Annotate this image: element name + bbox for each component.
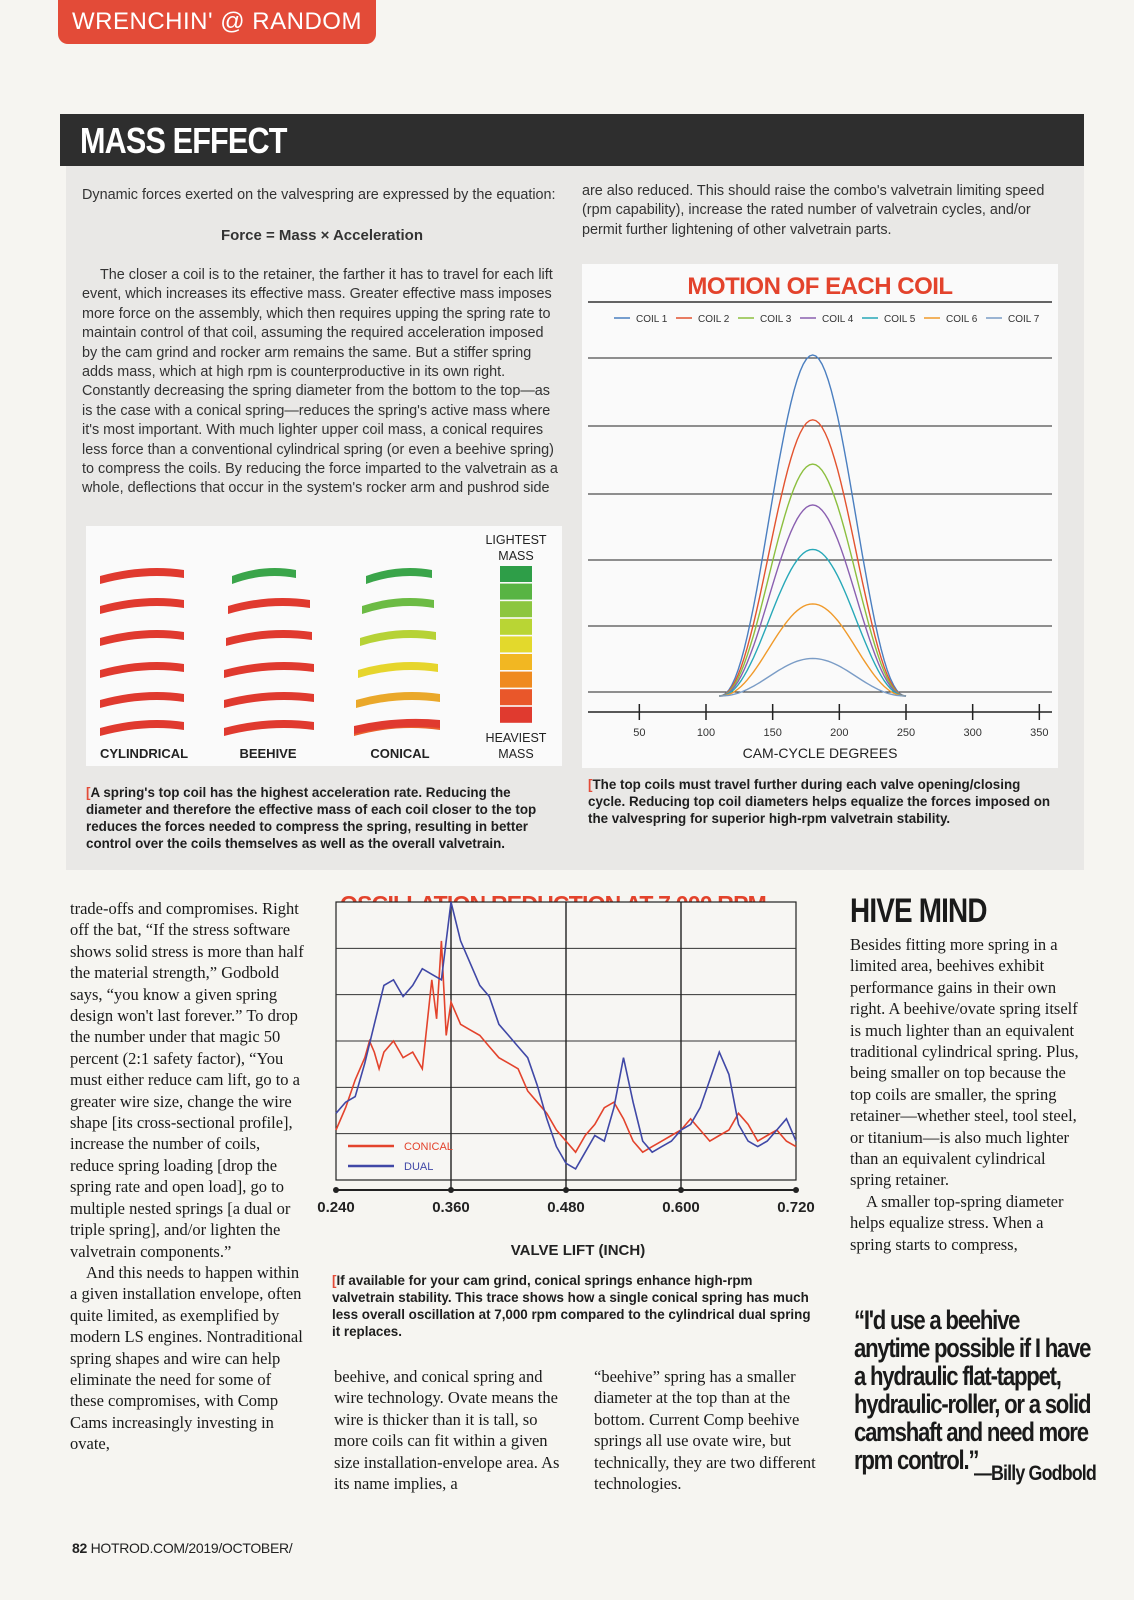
hive-mind-title: HIVE MIND (850, 892, 987, 930)
cylindrical-coil (100, 692, 184, 708)
conical-coil (356, 692, 440, 708)
osc-x-tick-label: 0.360 (432, 1199, 470, 1216)
osc-x-tick (678, 1187, 684, 1193)
mass-scale-cell (500, 601, 532, 617)
coil-x-tick-label: 100 (696, 727, 716, 739)
spring-label-cylindrical: CYLINDRICAL (99, 746, 189, 761)
coil-x-tick-label: 300 (963, 727, 982, 739)
spring-diagram (86, 526, 562, 766)
beehive-coil (224, 662, 314, 678)
coil-x-tick-label: 150 (763, 727, 782, 739)
spring-label-beehive: BEEHIVE (239, 746, 297, 761)
beehive-coil (224, 692, 314, 708)
cylindrical-coil (100, 630, 184, 646)
conical-coil (366, 568, 432, 584)
coil-x-tick-label: 250 (896, 727, 916, 739)
article-col1-para1: trade-offs and compromises. Right off the bat, “If the stress software shows solid stress is more than half the material strength,” Godbold says, “you know a given spring design won't last forever.” To drop the number under that magic 50 percent (2:1 safety factor), “You must either reduce cam lift, go to a greater wire size, change the wire shape [its cross-sectional profile], increase the number of coils, reduce spring loading [drop the spring rate and open load], go to multiple nested springs [a dual or triple spring], and/or lighten the valvetrain components.” (70, 899, 304, 1261)
coil-chart-xlabel: CAM-CYCLE DEGREES (742, 745, 898, 761)
coil-x-tick-label: 200 (830, 727, 849, 739)
spring-diagram-panel (86, 526, 562, 766)
osc-x-tick-label: 0.720 (777, 1199, 815, 1216)
cylindrical-coil (100, 720, 184, 736)
hive-mind-body (850, 934, 1082, 1255)
mass-scale-cell (500, 654, 532, 670)
article-column-3: “beehive” spring has a smaller diameter at the top than at the bottom. Current Comp beehive springs all use ovate wire, but technically, they are two different technologies. (594, 1367, 816, 1494)
coil-legend-label: COIL 1 (636, 314, 668, 325)
osc-chart-xlabel: VALVE LIFT (INCH) (510, 1242, 646, 1259)
osc-x-tick (793, 1187, 799, 1193)
osc-x-tick-label: 0.480 (547, 1199, 585, 1216)
coil-legend-label: COIL 3 (760, 314, 792, 325)
mass-scale-cell (500, 619, 532, 635)
coil-caption: [The top coils must travel further during each valve opening/closing cycle. Reducing top coil diameters helps equalize the forces imposed on the valvespring for superior high-rpm valvetrain stability. (588, 777, 1051, 826)
coil-legend-label: COIL 7 (1008, 314, 1040, 325)
spring-caption: [A spring's top coil has the highest acceleration rate. Reducing the diameter and therefore the effective mass of each coil closer to the top reduces the forces needed to compress the spring, resulting in better control over the coils themselves as well as the overall valvetrain. (86, 785, 537, 851)
mass-scale-cell (500, 689, 532, 705)
spring-label-conical: CONICAL (370, 746, 430, 761)
scale-top-label-2: MASS (498, 549, 534, 563)
coil-chart-title: MOTION OF EACH COIL (687, 273, 953, 300)
osc-legend-label: CONICAL (404, 1141, 453, 1153)
section-tag: WRENCHIN' @ RANDOM (58, 0, 376, 44)
mass-effect-continued: are also reduced. This should raise the combo's valvetrain limiting speed (rpm capability), increase the rated number of valvetrain cycles, and/or permit further lightening of other valvetrain parts. (582, 183, 1045, 238)
coil-legend-label: COIL 2 (698, 314, 730, 325)
mass-scale-cell (500, 584, 532, 600)
beehive-coil (226, 630, 312, 646)
cylindrical-coil (100, 662, 184, 678)
oscillation-chart (317, 884, 816, 1264)
mass-effect-title: MASS EFFECT (80, 120, 287, 161)
osc-x-tick (563, 1187, 569, 1193)
mass-effect-intro: Dynamic forces exerted on the valvespring are expressed by the equation: (82, 187, 556, 203)
article-col1-para2: And this needs to happen within a given installation envelope, often quite limited, as exemplified by modern LS engines. Nontraditional spring shapes and wire can help eliminate the need for some of these compromises, with Comp Cams increasingly investing in ovate, (70, 1262, 303, 1454)
coil-series-line (719, 505, 906, 696)
coil-legend-label: COIL 5 (884, 314, 916, 325)
conical-coil (362, 598, 434, 614)
osc-x-tick (448, 1187, 454, 1193)
page-number: 82 (72, 1540, 87, 1556)
osc-x-tick (333, 1187, 339, 1193)
coil-x-tick-label: 50 (633, 727, 646, 739)
conical-coil (360, 630, 436, 646)
force-equation: Force = Mass × Acceleration (220, 227, 424, 244)
coil-legend-label: COIL 6 (946, 314, 978, 325)
page-footer (72, 1540, 292, 1556)
cylindrical-coil (100, 598, 184, 614)
article-column-2: beehive, and conical spring and wire technology. Ovate means the wire is thicker than it is tall, so more coils can fit within a given size installation-envelope area. As its name implies, a (334, 1367, 560, 1494)
coil-motion-chart (582, 264, 1058, 768)
conical-coil (358, 662, 438, 678)
mass-scale-cell (500, 636, 532, 652)
oscillation-caption: [If available for your cam grind, conical springs enhance high-rpm valvetrain stability. This trace shows how a single conical spring has much less overall oscillation at 7,000 rpm compared to the cylindrical dual spring it replaces. (332, 1273, 811, 1339)
coil-x-tick-label: 350 (1030, 727, 1049, 739)
coil-series-line (719, 604, 906, 696)
footer-url: HOTROD.COM/2019/OCTOBER/ (90, 1540, 293, 1556)
mass-scale-cell (500, 707, 532, 723)
coil-series-line (719, 549, 906, 696)
pull-quote-attribution: —Billy Godbold (974, 1462, 1096, 1485)
cylindrical-coil (100, 568, 184, 584)
coil-motion-chart-panel (582, 264, 1058, 768)
scale-bottom-label-1: HEAVIEST (485, 731, 547, 745)
scale-bottom-label-2: MASS (498, 747, 534, 761)
osc-legend-label: DUAL (404, 1161, 434, 1173)
mass-scale-cell (500, 566, 532, 582)
beehive-coil (224, 720, 314, 736)
hive-mind-para1: Besides fitting more spring in a limited area, beehives exhibit performance gains in their own right. A beehive/ovate spring itself is much lighter than an equivalent traditional cylindrical spring. Plus, being smaller on top because the top coils are smaller, the spring retainer—whether steel, tool steel, or titanium—is also much lighter than an equivalent cylindrical spring retainer. (850, 935, 1079, 1190)
scale-top-label-1: LIGHTEST (485, 533, 547, 547)
oscillation-chart-panel (317, 884, 816, 1264)
article-column-1 (70, 898, 306, 1455)
coil-legend-label: COIL 4 (822, 314, 854, 325)
hive-mind-para2: A smaller top-spring diameter helps equalize stress. When a spring starts to compress, (850, 1191, 1064, 1254)
mass-scale-cell (500, 672, 532, 688)
beehive-coil (228, 598, 310, 614)
osc-x-tick-label: 0.240 (317, 1199, 355, 1216)
pull-quote: “I'd use a beehive anytime possible if I have a hydraulic flat-tappet, hydraulic-roller, or a solid camshaft and need more rpm control.” (854, 1305, 1091, 1475)
osc-x-tick-label: 0.600 (662, 1199, 700, 1216)
beehive-coil (232, 568, 296, 584)
mass-effect-paragraph: The closer a coil is to the retainer, the farther it has to travel for each lift event, which increases its effective mass. Greater effective mass imposes more force on the assembly, which then requires upping the spring rate to maintain control of that coil, assuming the required acceleration imposed by the cam grind and rocker arm remains the same. But a stiffer spring adds mass, which at high rpm is counterproductive in its own right. Constantly decreasing the spring diameter from the bottom to the top—as is the case with a conical spring—reduces the spring's active mass where it's most important. With much lighter upper coil mass, a conical requires less force than a conventional cylindrical spring (or even a beehive spring) to compress the coils. By reducing the force imparted to the valvetrain as a whole, deflections that occur in the system's rocker arm and pushrod side (82, 267, 558, 497)
